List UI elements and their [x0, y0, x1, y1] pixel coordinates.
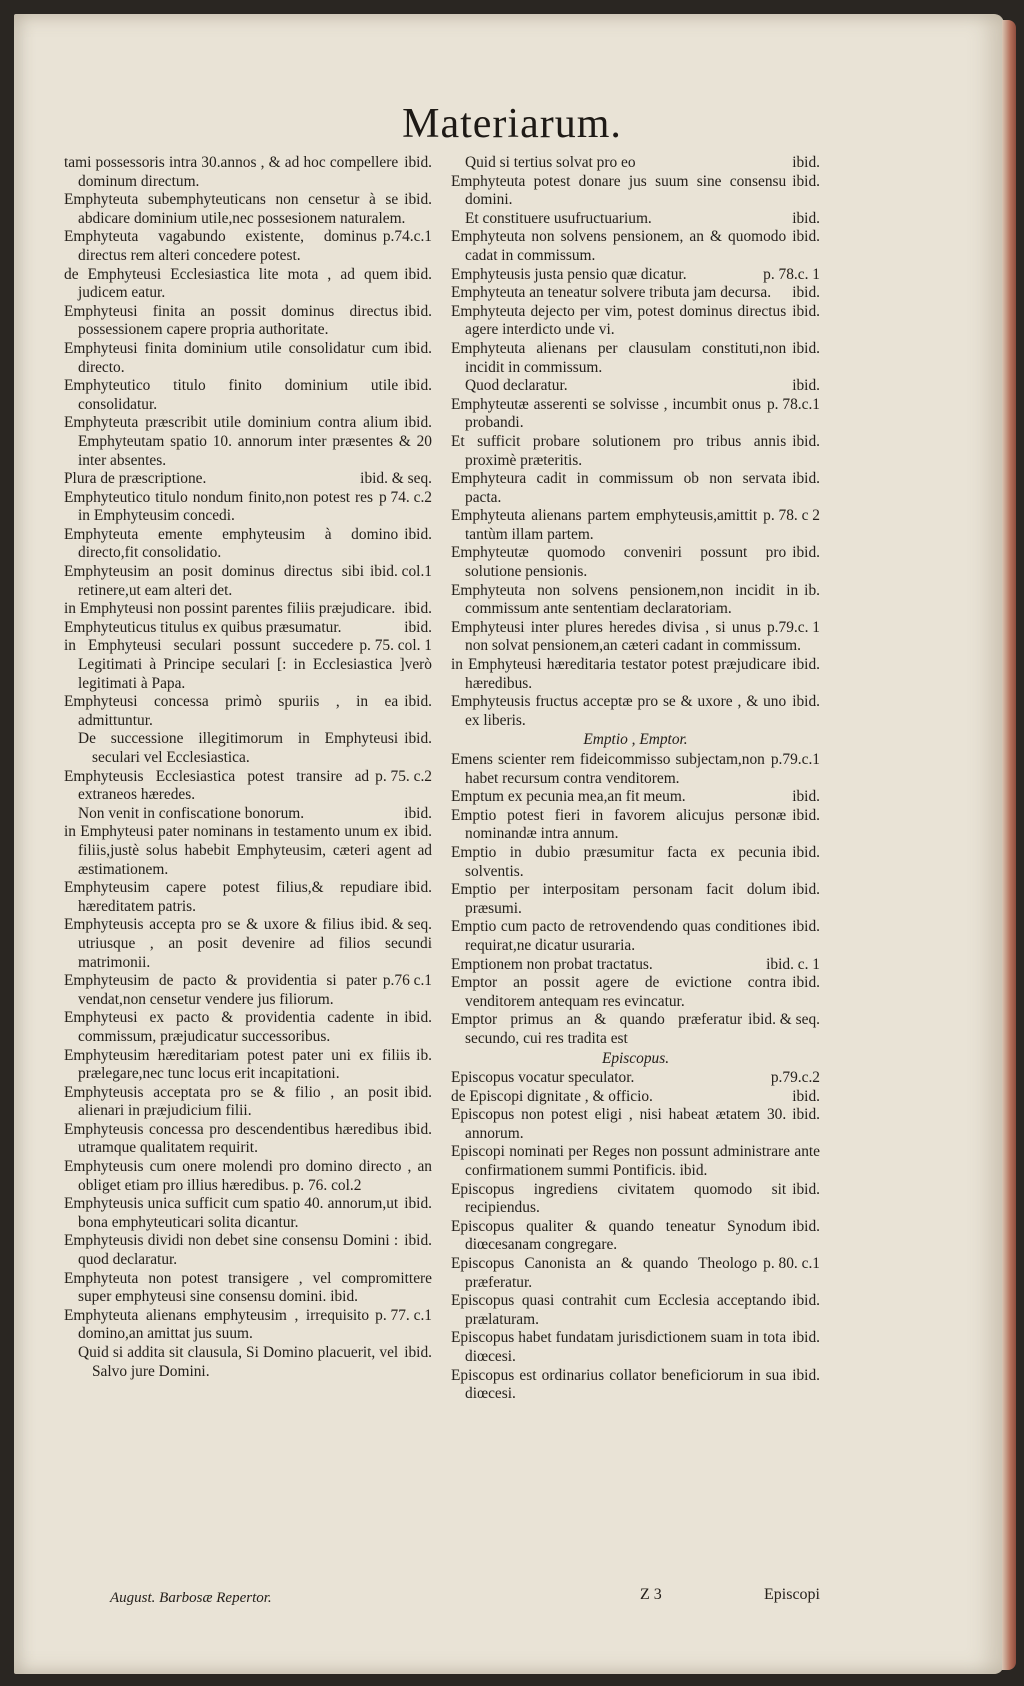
index-entry [451, 807, 820, 844]
index-entry [451, 1218, 820, 1255]
page-reference: ibid. [792, 806, 820, 824]
index-entry [64, 730, 432, 767]
entry-text: Episcopus habet fundatam jurisdictionem suam in tota diœcesi. [451, 1329, 787, 1365]
entry-text: Emptio cum pacto de retrovendendo quas conditiones requirat,ne dicatur usuraria. [451, 918, 787, 954]
page-reference: ibid. & seq. [360, 916, 432, 934]
entry-text: Episcopus est ordinarius collator beneficiorum in sua diœcesi. [451, 1366, 787, 1403]
page-reference: ibid. [404, 1232, 432, 1250]
entry-text: Emphyteura cadit in commissum ob non servata pacta. [451, 470, 787, 506]
page-reference: ibid. [792, 544, 820, 562]
page-reference: ibid. c. 1 [766, 955, 820, 973]
page-reference: ibid. [404, 525, 432, 543]
entry-text: Episcopus vocatur speculator. [451, 1069, 635, 1087]
page-reference: ibid. & seq. [748, 1011, 820, 1029]
page-reference: p.74.c.1 [382, 228, 432, 246]
index-entry [451, 1292, 820, 1329]
index-entry [64, 228, 432, 265]
index-entry [64, 191, 432, 228]
index-entry [451, 751, 820, 788]
entry-text: Emphyteusi concessa primò spuriis , in ea admittuntur. [64, 693, 399, 729]
entry-text: de Emphyteusi Ecclesiastica lite mota , ad quem judicem eatur. [64, 265, 399, 302]
index-entry [451, 507, 820, 544]
index-entry [451, 582, 820, 619]
index-entry [451, 1367, 820, 1404]
index-entry [451, 918, 820, 955]
page-reference: ibid. [404, 1120, 432, 1138]
index-entry [64, 1270, 432, 1307]
page-reference: p. 75. col. 1 [359, 637, 432, 655]
entry-text: Emphyteusis concessa pro descendentibus hæredibus utramque qualitatem requirit. [64, 1120, 399, 1157]
index-entry [64, 879, 432, 916]
index-entry [64, 377, 432, 414]
index-entry [451, 1329, 820, 1366]
index-entry [451, 788, 820, 807]
entry-text: Emphyteuta præscribit utile dominium contra alium Emphyteutam spatio 10. annorum inter præsentes & 20 inter absentes. [64, 414, 432, 469]
index-entry [64, 768, 432, 805]
page-reference: ibid. [792, 1087, 820, 1105]
index-entry [64, 1232, 432, 1269]
entry-text: Quod declaratur. [465, 377, 568, 395]
entry-text: Quid si tertius solvat pro eo [465, 154, 636, 171]
entry-text: Episcopus Canonista an & quando Theologo præferatur. [451, 1255, 758, 1291]
index-entry [451, 303, 820, 340]
entry-text: Emphyteusim capere potest filius,& repudiare hæreditatem patris. [64, 879, 399, 915]
entry-text: Emphyteusim hæreditariam potest pater uni ex filiis prælegare,nec tunc locus erit incapitationi. [64, 1046, 411, 1083]
index-entry [64, 154, 432, 191]
section-heading: Emptio , Emptor. [583, 731, 688, 749]
index-column-left [64, 154, 432, 1381]
index-entry [451, 1069, 820, 1088]
entry-text: Episcopus quasi contrahit cum Ecclesia acceptando prælaturam. [451, 1292, 787, 1328]
index-entry [64, 823, 432, 879]
page-reference: ibid. [792, 1180, 820, 1198]
page-reference: ibid. [792, 432, 820, 450]
index-entry [451, 154, 820, 173]
entry-text: Emphyteuta alienans emphyteusim , irrequisito domino,an amittat jus suum. [64, 1306, 370, 1343]
page-edge [1002, 20, 1016, 1670]
index-entry [451, 1181, 820, 1218]
entry-text: Plura de præscriptione. [64, 470, 207, 488]
entry-text: Emphyteusim de pacto & providentia si pater vendat,non censetur vendere jus filiorum. [64, 972, 377, 1008]
page-reference: ibid. [404, 618, 432, 636]
page-reference: ibid. [792, 209, 820, 227]
index-entry [64, 489, 432, 526]
entry-text: Episcopus non potest eligi , nisi habeat ætatem 30. annorum. [451, 1106, 787, 1142]
entry-text: Emphyteuta non solvens pensionem,non incidit in commissum ante sententiam declaratoriam. [451, 581, 799, 618]
index-entry [451, 656, 820, 693]
entry-text: Emptor primus an & quando præferatur secundo, cui res tradita est [451, 1011, 743, 1047]
entry-text: Emphyteusi finita an possit dominus directus possessionem capere propria authoritate. [64, 302, 399, 339]
index-column-right [451, 154, 820, 1404]
page-reference: ibid. [404, 693, 432, 711]
page-reference: ibid. [404, 339, 432, 357]
running-footer: August. Barbosæ Repertor. [110, 1590, 272, 1606]
entry-text: Emphyteutæ asserenti se solvisse , incumbit onus probandi. [451, 395, 761, 432]
index-entry [451, 470, 820, 507]
entry-text: Emphyteuta alienans per clausulam constituti,non incidit in commissum. [451, 339, 787, 376]
entry-text: Emphyteutico titulo nondum finito,non potest res in Emphyteusim concedi. [64, 488, 373, 525]
page-reference: ibid. [792, 284, 820, 302]
entry-text: Emptionem non probat tractatus. [451, 955, 653, 973]
index-entry [451, 619, 820, 656]
page-reference: p. 78.c.1 [766, 395, 820, 413]
entry-text: Emphyteutæ quomodo conveniri possunt pro solutione pensionis. [451, 544, 787, 581]
index-entry [64, 1047, 432, 1084]
page-reference: ibid. [792, 843, 820, 861]
page-reference: ibid. [792, 656, 820, 674]
entry-text: Et constituere usufructuarium. [465, 209, 652, 227]
entry-text: Emphyteuta emente emphyteusim à domino directo,fit consolidatio. [64, 525, 399, 562]
index-entry [451, 210, 820, 229]
page-reference: ibid. [792, 228, 820, 246]
entry-text: Emphyteuta non potest transigere , vel compromittere super emphyteusi sine consensu domini. ibid. [64, 1269, 432, 1306]
entry-text: Emphyteusis justa pensio quæ dicatur. [451, 265, 687, 283]
page-reference: ibid. [792, 172, 820, 190]
entry-text: in Emphyteusi seculari possunt succedere Legitimati à Principe seculari [: in Ecclesiastica ]verò legitimati à Papa. [64, 637, 432, 692]
index-entry [64, 916, 432, 972]
index-entry [451, 844, 820, 881]
page-reference: ibid. [404, 1195, 432, 1213]
page-reference: p. 78. c 2 [763, 507, 820, 525]
entry-text: Emphyteuta vagabundo existente, dominus directus rem alteri concedere potest. [64, 228, 377, 264]
index-entry [64, 414, 432, 470]
index-entry [451, 433, 820, 470]
index-entry [451, 693, 820, 730]
index-entry [64, 1084, 432, 1121]
page-reference: ibid. [792, 1329, 820, 1347]
entry-text: Emphyteusi inter plures heredes divisa , si unus non solvat pensionem,an cæteri cadant in commissum. [451, 618, 801, 655]
index-entry [64, 340, 432, 377]
signature-mark: Z 3 [640, 1586, 662, 1603]
entry-text: Episcopus ingrediens civitatem quomodo sit recipiendus. [451, 1180, 787, 1217]
index-entry [451, 1143, 820, 1180]
page-reference: ibid. [792, 1292, 820, 1310]
entry-text: Emphyteuta potest donare jus suum sine consensu domini. [451, 172, 787, 209]
index-entry [64, 1009, 432, 1046]
page-reference: ibid. [404, 1009, 432, 1027]
page-reference: p.79.c. 1 [766, 618, 820, 636]
index-entry [64, 972, 432, 1009]
page-reference: ibid. [404, 154, 432, 171]
page-reference: ibid. [404, 265, 432, 283]
index-entry [451, 396, 820, 433]
index-entry [64, 470, 432, 489]
page-reference: p. 77. c.1 [375, 1306, 432, 1324]
entry-text: Emphyteuta alienans partem emphyteusis,amittit tantùm illam partem. [451, 507, 758, 543]
index-entry [451, 1255, 820, 1292]
page-reference: ibid. [792, 377, 820, 395]
entry-text: Emptio in dubio præsumitur facta ex pecunia solventis. [451, 843, 787, 880]
page-reference: ibid. [792, 788, 820, 806]
entry-text: Episcopi nominati per Reges non possunt administrare ante confirmationem summi Pontificis. ibid. [451, 1143, 820, 1180]
page-heading: Materiarum. [402, 101, 622, 147]
entry-text: in Emphyteusi hæreditaria testator potest præjudicare hæredibus. [451, 656, 787, 692]
index-entry [451, 1088, 820, 1107]
page-reference: p 74. c.2 [378, 488, 432, 506]
page-reference: ibid. [792, 470, 820, 488]
index-entry [64, 1195, 432, 1232]
entry-text: Emphyteuta non solvens pensionem, an & quomodo cadat in commissum. [451, 228, 787, 264]
page-reference: p. 80. c.1 [763, 1255, 820, 1273]
entry-text: Non venit in confiscatione bonorum. [78, 804, 305, 822]
page-reference: ibid. [404, 823, 432, 841]
index-entry [451, 377, 820, 396]
entry-text: Et sufficit probare solutionem pro tribus annis proximè præteritis. [451, 432, 787, 469]
index-entry [451, 1011, 820, 1048]
index-entry [451, 173, 820, 210]
entry-text: Emptum ex pecunia mea,an fit meum. [451, 788, 686, 806]
index-entry [451, 974, 820, 1011]
entry-text: in Emphyteusi non possint parentes filiis præjudicare. [64, 600, 396, 618]
index-entry [64, 266, 432, 303]
page-reference: ibid. [792, 1106, 820, 1124]
index-entry [64, 303, 432, 340]
index-entry [64, 805, 432, 824]
page-reference: ibid. [404, 804, 432, 822]
index-entry [451, 544, 820, 581]
page-reference: ibid. [792, 302, 820, 320]
page-reference: ibid. [792, 974, 820, 992]
entry-text: Emphyteuticus titulus ex quibus præsumatur. [64, 618, 342, 636]
index-entry [64, 619, 432, 638]
index-entry [64, 693, 432, 730]
section-heading: Episcopus. [601, 1049, 670, 1067]
page-reference: p.76 c.1 [382, 972, 432, 990]
entry-text: Emptor an possit agere de evictione contra venditorem antequam res evincatur. [451, 974, 787, 1010]
entry-text: Emphyteutico titulo finito dominium utile consolidatur. [64, 377, 399, 413]
index-entry [451, 266, 820, 285]
page-reference: ibid. [792, 1217, 820, 1235]
page-reference: ibid. [404, 191, 432, 209]
entry-text: Emphyteusis fructus acceptæ pro se & uxore , & uno ex liberis. [451, 693, 787, 729]
index-entry [64, 1158, 432, 1195]
page-reference: ibid. [404, 730, 432, 748]
index-entry [451, 284, 820, 303]
entry-text: Emphyteusis dividi non debet sine consensu Domini : quod declaratur. [64, 1232, 399, 1269]
page-reference: p. 75. c.2 [375, 767, 432, 785]
page-reference: ibid. [792, 1366, 820, 1384]
entry-text: De successione illegitimorum in Emphyteusi seculari vel Ecclesiastica. [78, 730, 399, 766]
entry-text: Emphyteusis cum onere molendi pro domino directo , an obliget etiam pro illius hæredibus. p. 76. col.2 [64, 1158, 432, 1194]
entry-text: Emphyteuta subemphyteuticans non censetur à se abdicare dominium utile,nec possesionem naturalem. [64, 191, 406, 227]
page-reference: ibid. [404, 414, 432, 432]
footer-right [640, 1586, 820, 1604]
page-reference: ibid. [792, 881, 820, 899]
entry-text: Emphyteusis accepta pro se & uxore & filius utriusque , an posit devenire ad filios secundi matrimonii. [64, 916, 432, 971]
page-reference: ibid. [404, 377, 432, 395]
index-entry [64, 600, 432, 619]
entry-text: Emphyteuta an teneatur solvere tributa jam decursa. [451, 284, 772, 302]
index-entry [64, 1344, 432, 1381]
index-entry [64, 563, 432, 600]
page-reference: ibid. col.1 [370, 563, 432, 581]
page-reference: ibid. [792, 154, 820, 171]
entry-text: Emphyteuta dejecto per vim, potest dominus directus agere interdicto unde vi. [451, 302, 787, 339]
page-reference: ibid. [792, 918, 820, 936]
page-reference: p.79.c.1 [770, 751, 820, 768]
catchword: Episcopi [764, 1586, 820, 1603]
page-reference: ibid. [404, 879, 432, 897]
page-reference: ibid. [404, 302, 432, 320]
page-reference: p. 78.c. 1 [763, 265, 820, 283]
entry-text: Emphyteusis Ecclesiastica potest transire ad extraneos hæredes. [64, 767, 370, 804]
page-reference: p.79.c.2 [770, 1069, 820, 1087]
entry-text: de Episcopi dignitate , & officio. [451, 1087, 653, 1105]
index-entry [64, 526, 432, 563]
index-entry [451, 956, 820, 975]
page-reference: ibid. [404, 1344, 432, 1361]
index-entry [64, 1121, 432, 1158]
page-reference: ibid. [792, 339, 820, 357]
index-entry [64, 1307, 432, 1344]
entry-text: in Emphyteusi pater nominans in testamento unum ex filiis,justè solus habebit Emphyteusim, cæteri agent ad æstimationem. [64, 823, 432, 878]
page-reference: ibid. [404, 1083, 432, 1101]
index-entry [451, 1106, 820, 1143]
page-reference: ib. [416, 1046, 432, 1064]
index-entry [451, 881, 820, 918]
index-entry [64, 637, 432, 693]
index-entry [451, 340, 820, 377]
page-reference: ibid. & seq. [360, 470, 432, 488]
entry-text: Emens scienter rem fideicommisso subjectam,non habet recursum contra venditorem. [451, 751, 765, 787]
entry-text: Episcopus qualiter & quando teneatur Synodum diœcesanam congregare. [451, 1217, 787, 1254]
entry-text: Quid si addita sit clausula, Si Domino placuerit, vel Salvo jure Domini. [78, 1344, 399, 1380]
entry-text: Emphyteusi finita dominium utile consolidatur cum directo. [64, 339, 399, 376]
entry-text: Emphyteusi ex pacto & providentia cadente in commissum, præjudicatur successoribus. [64, 1009, 399, 1045]
page-reference: ib. [804, 581, 820, 599]
page-reference: ibid. [792, 693, 820, 711]
entry-text: Emphyteusis acceptata pro se & filio , an posit alienari in præjudicium filii. [64, 1083, 399, 1120]
entry-text: Emphyteusis unica sufficit cum spatio 40. annorum,ut bona emphyteuticari solita dicantur. [64, 1195, 399, 1231]
entry-text: Emptio per interpositam personam facit dolum præsumi. [451, 881, 787, 917]
entry-text: Emphyteusim an posit dominus directus sibi retinere,ut eam alteri det. [64, 563, 365, 599]
index-entry [451, 228, 820, 265]
page-reference: ibid. [404, 600, 432, 618]
entry-text: tami possessoris intra 30.annos , & ad hoc compellere dominum directum. [64, 154, 399, 190]
entry-text: Emptio potest fieri in favorem alicujus personæ nominandæ intra annum. [451, 806, 787, 843]
